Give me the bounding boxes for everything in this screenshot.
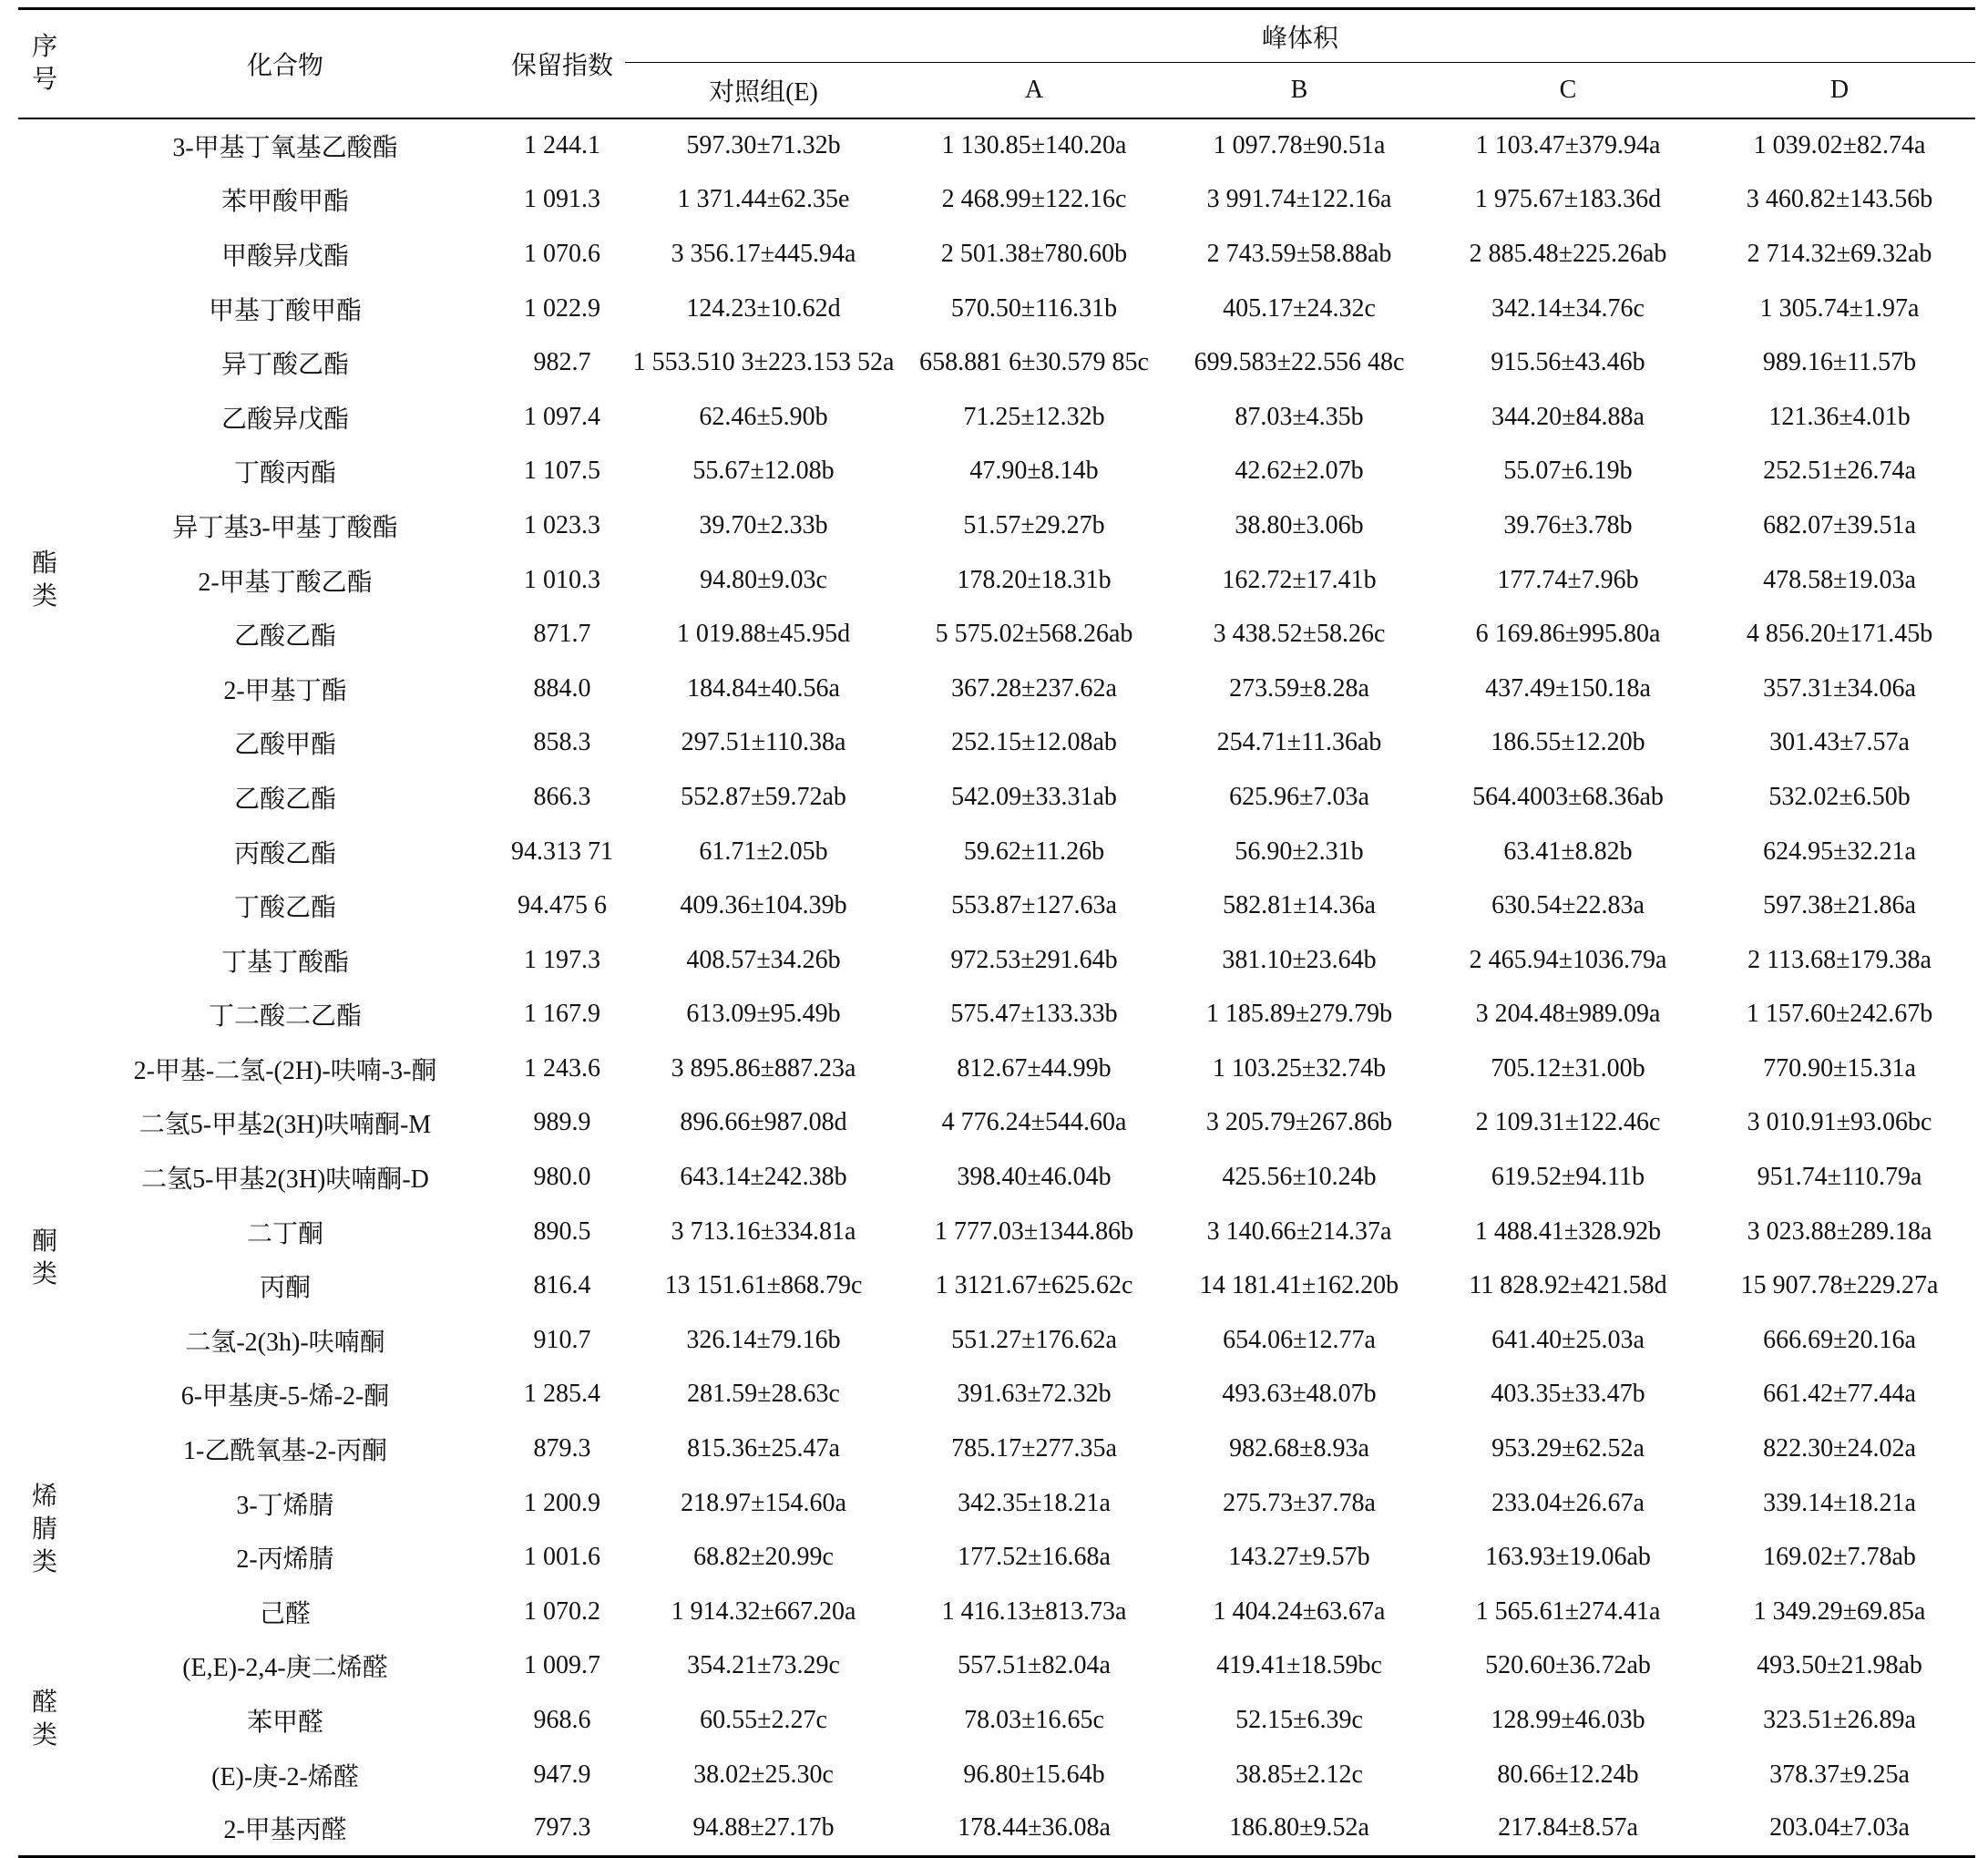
retention-index: 1 197.3: [524, 945, 600, 974]
compound-name: 乙酸甲酯: [233, 731, 336, 760]
value-group-e: 815.36±25.47a: [687, 1434, 840, 1463]
retention-index: 1 070.6: [524, 239, 600, 268]
value-group-a: 398.40±46.04b: [957, 1163, 1112, 1192]
value-group-b: 654.06±12.77a: [1223, 1325, 1376, 1354]
retention-index: 94.475 6: [517, 891, 607, 920]
value-group-d: 597.38±21.86a: [1763, 891, 1916, 920]
value-group-b: 493.63±48.07b: [1222, 1380, 1377, 1409]
compound-name: 甲基丁酸甲酯: [208, 296, 362, 325]
value-group-e: 3 356.17±445.94a: [671, 239, 856, 268]
table-row: [18, 173, 1975, 228]
table-row: [18, 390, 1975, 445]
table-row: [18, 716, 1975, 771]
table-row: [18, 445, 1975, 499]
table-row: [18, 825, 1975, 879]
category-label: 醛类: [31, 1689, 57, 1750]
value-group-d: 4 856.20±171.45b: [1746, 620, 1933, 649]
retention-index: 890.5: [533, 1216, 591, 1246]
value-group-a: 177.52±16.68a: [958, 1543, 1111, 1572]
header-group-d: D: [1829, 76, 1850, 104]
compound-name: 二丁酮: [246, 1219, 323, 1248]
value-group-a: 1 3121.67±625.62c: [935, 1271, 1133, 1300]
header-retention: 保留指数: [510, 52, 613, 80]
retention-index: 1 244.1: [524, 131, 600, 160]
value-group-b: 275.73±37.78a: [1223, 1488, 1376, 1517]
retention-index: 982.7: [533, 348, 591, 377]
table-row: [18, 227, 1975, 282]
value-group-d: 822.30±24.02a: [1763, 1434, 1916, 1463]
compound-name: 甲酸异戊酯: [220, 241, 349, 271]
value-group-e: 3 895.86±887.23a: [671, 1053, 856, 1083]
value-group-e: 326.14±79.16b: [686, 1325, 841, 1354]
value-group-d: 951.74±110.79a: [1757, 1163, 1922, 1192]
compound-name: 丁酸乙酯: [233, 894, 336, 923]
table-row: [18, 1150, 1975, 1205]
retention-index: 871.7: [533, 620, 591, 649]
compound-name: 己醛: [259, 1599, 311, 1628]
value-group-a: 51.57±29.27b: [963, 510, 1105, 539]
value-group-e: 1 371.44±62.35e: [677, 185, 850, 214]
value-group-e: 1 553.510 3±223.153 52a: [632, 348, 895, 377]
value-group-c: 344.20±84.88a: [1491, 402, 1645, 431]
table-row: [18, 498, 1975, 553]
table-row: [18, 1585, 1975, 1639]
value-group-b: 419.41±18.59bc: [1216, 1651, 1382, 1680]
value-group-a: 812.67±44.99b: [957, 1053, 1112, 1083]
table-row: [18, 1258, 1975, 1313]
data-table-container: [18, 7, 1975, 1858]
value-group-b: 273.59±8.28a: [1229, 673, 1369, 703]
compound-name: 1-乙酰氧基-2-丙酮: [183, 1437, 387, 1466]
value-group-a: 2 501.38±780.60b: [940, 239, 1128, 268]
value-group-e: 896.66±987.08d: [680, 1108, 847, 1137]
value-group-a: 78.03±16.65c: [964, 1706, 1104, 1735]
value-group-d: 2 113.68±179.38a: [1747, 945, 1932, 974]
value-group-d: 378.37±9.25a: [1769, 1760, 1910, 1789]
compound-name: (E)-庚-2-烯醛: [211, 1762, 359, 1791]
value-group-a: 391.63±72.32b: [957, 1380, 1112, 1409]
header-group-b: B: [1290, 76, 1308, 104]
value-group-b: 52.15±6.39c: [1235, 1706, 1363, 1735]
retention-index: 1 107.5: [524, 457, 600, 486]
value-group-c: 641.40±25.03a: [1491, 1325, 1645, 1354]
compound-name: 丁基丁酸酯: [220, 948, 349, 977]
value-group-b: 1 404.24±63.67a: [1213, 1596, 1386, 1626]
value-group-b: 1 185.89±279.79b: [1205, 1000, 1393, 1029]
compound-name: 2-甲基丁酯: [223, 676, 347, 705]
compound-name: 苯甲酸甲酯: [220, 188, 349, 217]
value-group-b: 3 991.74±122.16a: [1206, 185, 1392, 214]
compound-name: 2-甲基丙醛: [223, 1816, 347, 1845]
retention-index: 989.9: [533, 1108, 591, 1137]
compound-name: 6-甲基庚-5-烯-2-酮: [180, 1382, 390, 1411]
value-group-d: 478.58±19.03a: [1763, 565, 1916, 594]
value-group-c: 63.41±8.82b: [1503, 837, 1633, 866]
compound-name: 丁酸丙酯: [233, 459, 336, 488]
value-group-c: 520.60±36.72ab: [1485, 1651, 1651, 1680]
value-group-c: 55.07±6.19b: [1503, 457, 1633, 486]
table-row: [18, 1096, 1975, 1151]
table-row: [18, 878, 1975, 933]
compound-name: 异丁基3-甲基丁酸酯: [172, 513, 398, 542]
table-row: [18, 1748, 1975, 1802]
value-group-c: 705.12±31.00b: [1491, 1053, 1645, 1083]
value-group-b: 381.10±23.64b: [1222, 945, 1377, 974]
value-group-a: 575.47±133.33b: [950, 1000, 1118, 1029]
value-group-d: 3 460.82±143.56b: [1746, 185, 1933, 214]
value-group-d: 770.90±15.31a: [1763, 1053, 1916, 1083]
retention-index: 866.3: [533, 782, 591, 811]
value-group-a: 2 468.99±122.16c: [941, 185, 1127, 214]
category-label: 酯类: [31, 549, 57, 611]
value-group-a: 1 777.03±1344.86b: [934, 1216, 1134, 1246]
value-group-b: 405.17±24.32c: [1223, 293, 1376, 323]
table-row: [18, 1205, 1975, 1259]
value-group-d: 682.07±39.51a: [1763, 510, 1916, 539]
value-group-a: 1 416.13±813.73a: [941, 1596, 1127, 1626]
value-group-b: 3 140.66±214.37a: [1206, 1216, 1392, 1246]
value-group-a: 658.881 6±30.579 85c: [919, 348, 1149, 377]
table-header: [18, 9, 1975, 119]
retention-index: 1 167.9: [524, 1000, 600, 1029]
compound-name: 二氢-2(3h)-呋喃酮: [185, 1328, 385, 1357]
value-group-e: 68.82±20.99c: [693, 1543, 834, 1572]
compound-name: 异丁酸乙酯: [220, 351, 349, 380]
value-group-e: 1 914.32±667.20a: [671, 1596, 856, 1626]
category-label: 烯腈类: [31, 1483, 57, 1577]
value-group-d: 532.02±6.50b: [1768, 782, 1911, 811]
header-divider: [625, 62, 1975, 63]
value-group-d: 15 907.78±229.27a: [1740, 1271, 1939, 1300]
retention-index: 980.0: [533, 1163, 591, 1192]
table-row: [18, 282, 1975, 336]
value-group-c: 6 169.86±995.80a: [1475, 620, 1661, 649]
value-group-d: 252.51±26.74a: [1763, 457, 1916, 486]
value-group-c: 1 103.47±379.94a: [1475, 131, 1661, 160]
value-group-d: 624.95±32.21a: [1763, 837, 1916, 866]
compound-name: 3-甲基丁氧基乙酸酯: [172, 134, 398, 163]
compound-table: [18, 7, 1975, 1858]
table-row: [18, 770, 1975, 825]
value-group-d: 1 305.74±1.97a: [1759, 293, 1920, 323]
value-group-b: 143.27±9.57b: [1228, 1543, 1370, 1572]
table-row: [18, 1530, 1975, 1585]
value-group-e: 62.46±5.90b: [699, 402, 828, 431]
value-group-d: 493.50±21.98ab: [1757, 1651, 1922, 1680]
header-compound: 化合物: [246, 52, 323, 80]
table-row: [18, 607, 1975, 662]
retention-index: 1 091.3: [524, 185, 600, 214]
retention-index: 879.3: [533, 1434, 591, 1463]
value-group-b: 38.80±3.06b: [1235, 510, 1364, 539]
value-group-d: 357.31±34.06a: [1763, 673, 1916, 703]
table-row: [18, 335, 1975, 390]
value-group-c: 2 109.31±122.46c: [1475, 1108, 1661, 1137]
retention-index: 947.9: [533, 1760, 591, 1789]
compound-name: 2-甲基-二氢-(2H)-呋喃-3-酮: [133, 1056, 437, 1085]
retention-index: 910.7: [533, 1325, 591, 1354]
retention-index: 1 200.9: [524, 1488, 600, 1517]
value-group-d: 3 010.91±93.06bc: [1747, 1108, 1932, 1137]
value-group-e: 297.51±110.38a: [681, 728, 846, 757]
retention-index: 1 023.3: [524, 510, 600, 539]
value-group-c: 39.76±3.78b: [1503, 510, 1633, 539]
value-group-c: 233.04±26.67a: [1491, 1488, 1645, 1517]
table-row: [18, 662, 1975, 716]
value-group-c: 619.52±94.11b: [1491, 1163, 1645, 1192]
compound-name: 乙酸乙酯: [233, 785, 336, 814]
retention-index: 1 010.3: [524, 565, 600, 594]
value-group-d: 3 023.88±289.18a: [1747, 1216, 1932, 1246]
value-group-c: 3 204.48±989.09a: [1475, 1000, 1661, 1029]
compound-name: (E,E)-2,4-庚二烯醛: [182, 1654, 388, 1683]
value-group-e: 184.84±40.56a: [687, 673, 840, 703]
value-group-d: 1 349.29±69.85a: [1753, 1596, 1926, 1626]
value-group-c: 437.49±150.18a: [1485, 673, 1651, 703]
value-group-b: 425.56±10.24b: [1222, 1163, 1377, 1192]
compound-name: 二氢5-甲基2(3H)呋喃酮-D: [141, 1165, 429, 1195]
value-group-e: 61.71±2.05b: [699, 837, 828, 866]
value-group-a: 1 130.85±140.20a: [941, 131, 1127, 160]
value-group-e: 1 019.88±45.95d: [676, 620, 851, 649]
value-group-b: 699.583±22.556 48c: [1194, 348, 1405, 377]
retention-index: 1 001.6: [524, 1543, 600, 1572]
value-group-c: 186.55±12.20b: [1491, 728, 1645, 757]
compound-name: 2-丙烯腈: [236, 1545, 334, 1575]
value-group-b: 3 438.52±58.26c: [1213, 620, 1386, 649]
value-group-c: 217.84±8.57a: [1498, 1813, 1638, 1843]
table-row: [18, 1802, 1975, 1856]
value-group-e: 643.14±242.38b: [680, 1163, 847, 1192]
header-seq-label: 序号: [31, 33, 57, 94]
value-group-e: 55.67±12.08b: [692, 457, 835, 486]
value-group-d: 1 039.02±82.74a: [1753, 131, 1926, 160]
value-group-b: 56.90±2.31b: [1235, 837, 1364, 866]
value-group-c: 80.66±12.24b: [1497, 1760, 1639, 1789]
value-group-a: 71.25±12.32b: [963, 402, 1105, 431]
value-group-b: 162.72±17.41b: [1222, 565, 1377, 594]
retention-index: 797.3: [533, 1813, 591, 1843]
header-group-a: A: [1024, 76, 1044, 104]
value-group-b: 982.68±8.93a: [1229, 1434, 1369, 1463]
category-cell: [18, 1042, 71, 1476]
value-group-b: 254.71±11.36ab: [1216, 728, 1382, 757]
retention-index: 858.3: [533, 728, 591, 757]
value-group-e: 613.09±95.49b: [686, 1000, 841, 1029]
value-group-b: 1 097.78±90.51a: [1213, 131, 1386, 160]
value-group-e: 281.59±28.63c: [687, 1380, 840, 1409]
table-row: [18, 1476, 1975, 1531]
value-group-a: 178.20±18.31b: [957, 565, 1112, 594]
value-group-e: 3 713.16±334.81a: [671, 1216, 856, 1246]
value-group-c: 2 885.48±225.26ab: [1469, 239, 1667, 268]
table-row: [18, 1042, 1975, 1096]
retention-index: 1 009.7: [524, 1651, 600, 1680]
value-group-d: 2 714.32±69.32ab: [1747, 239, 1932, 268]
value-group-a: 542.09±33.31ab: [951, 782, 1117, 811]
value-group-a: 252.15±12.08ab: [951, 728, 1117, 757]
value-group-e: 408.57±34.26b: [686, 945, 841, 974]
header-peak-volume: [625, 9, 1975, 64]
value-group-b: 42.62±2.07b: [1235, 457, 1364, 486]
value-group-c: 2 465.94±1036.79a: [1469, 945, 1667, 974]
value-group-d: 301.43±7.57a: [1769, 728, 1910, 757]
value-group-c: 1 488.41±328.92b: [1474, 1216, 1662, 1246]
value-group-c: 1 975.67±183.36d: [1474, 185, 1662, 214]
value-group-c: 11 828.92±421.58d: [1469, 1271, 1667, 1300]
value-group-e: 94.88±27.17b: [692, 1813, 835, 1843]
retention-index: 1 285.4: [524, 1380, 600, 1409]
header-seq: [18, 9, 71, 119]
compound-name: 苯甲醛: [246, 1709, 323, 1738]
table-row: [18, 1368, 1975, 1422]
value-group-d: 121.36±4.01b: [1768, 402, 1911, 431]
value-group-b: 2 743.59±58.88ab: [1206, 239, 1392, 268]
value-group-e: 39.70±2.33b: [699, 510, 828, 539]
value-group-b: 38.85±2.12c: [1235, 1760, 1363, 1789]
compound-name: 乙酸乙酯: [233, 622, 336, 652]
value-group-d: 1 157.60±242.67b: [1746, 1000, 1933, 1029]
table-row: [18, 118, 1975, 173]
header-peak-volume-label: 峰体积: [1262, 25, 1339, 53]
value-group-e: 124.23±10.62d: [686, 293, 841, 323]
value-group-c: 403.35±33.47b: [1491, 1380, 1645, 1409]
retention-index: 1 243.6: [524, 1053, 600, 1083]
value-group-b: 582.81±14.36a: [1223, 891, 1376, 920]
value-group-e: 409.36±104.39b: [680, 891, 847, 920]
value-group-e: 597.30±71.32b: [686, 131, 841, 160]
value-group-b: 1 103.25±32.74b: [1212, 1053, 1387, 1083]
retention-index: 968.6: [533, 1706, 591, 1735]
compound-name: 丙酸乙酯: [233, 839, 336, 868]
value-group-d: 323.51±26.89a: [1763, 1706, 1916, 1735]
table-body: [18, 118, 1975, 1856]
value-group-e: 94.80±9.03c: [700, 565, 827, 594]
value-group-a: 342.35±18.21a: [958, 1488, 1111, 1517]
category-label: 酮类: [31, 1227, 57, 1289]
value-group-b: 3 205.79±267.86b: [1205, 1108, 1393, 1137]
compound-name: 丙酮: [259, 1274, 311, 1303]
value-group-a: 553.87±127.63a: [951, 891, 1117, 920]
table-row: [18, 933, 1975, 988]
value-group-e: 218.97±154.60a: [681, 1488, 846, 1517]
value-group-c: 128.99±46.03b: [1491, 1706, 1645, 1735]
compound-name: 乙酸异戊酯: [220, 405, 349, 434]
table-row: [18, 553, 1975, 608]
value-group-a: 972.53±291.64b: [950, 945, 1118, 974]
value-group-e: 60.55±2.27c: [700, 1706, 827, 1735]
value-group-c: 564.4003±68.36ab: [1472, 782, 1664, 811]
value-group-b: 87.03±4.35b: [1235, 402, 1364, 431]
value-group-c: 1 565.61±274.41a: [1475, 1596, 1661, 1626]
value-group-d: 666.69±20.16a: [1763, 1325, 1916, 1354]
retention-index: 1 022.9: [524, 293, 600, 323]
value-group-d: 661.42±77.44a: [1763, 1380, 1916, 1409]
retention-index: 1 070.2: [524, 1596, 600, 1626]
value-group-a: 178.44±36.08a: [958, 1813, 1111, 1843]
retention-index: 94.313 71: [511, 837, 613, 866]
value-group-c: 630.54±22.83a: [1491, 891, 1645, 920]
value-group-d: 989.16±11.57b: [1762, 348, 1917, 377]
category-cell: [18, 1585, 71, 1856]
value-group-a: 570.50±116.31b: [950, 293, 1118, 323]
value-group-a: 785.17±277.35a: [951, 1434, 1117, 1463]
value-group-c: 177.74±7.96b: [1497, 565, 1639, 594]
value-group-c: 915.56±43.46b: [1491, 348, 1645, 377]
header-group-c: C: [1559, 76, 1577, 104]
value-group-a: 96.80±15.64b: [963, 1760, 1105, 1789]
table-row: [18, 1422, 1975, 1476]
value-group-d: 339.14±18.21a: [1763, 1488, 1916, 1517]
retention-index: 816.4: [533, 1271, 591, 1300]
value-group-b: 186.80±9.52a: [1229, 1813, 1369, 1843]
value-group-b: 14 181.41±162.20b: [1199, 1271, 1399, 1300]
table-row: [18, 1693, 1975, 1748]
table-row: [18, 1639, 1975, 1694]
value-group-a: 557.51±82.04a: [958, 1651, 1111, 1680]
value-group-b: 625.96±7.03a: [1229, 782, 1369, 811]
compound-name: 3-丁烯腈: [236, 1491, 334, 1520]
value-group-a: 551.27±176.62a: [951, 1325, 1117, 1354]
category-cell: [18, 1476, 71, 1585]
compound-name: 二氢5-甲基2(3H)呋喃酮-M: [138, 1111, 432, 1140]
value-group-e: 552.87±59.72ab: [681, 782, 846, 811]
value-group-a: 4 776.24±544.60a: [941, 1108, 1127, 1137]
header-group-e: 对照组(E): [709, 78, 818, 107]
value-group-e: 13 151.61±868.79c: [664, 1271, 863, 1300]
compound-name: 丁二酸二乙酯: [208, 1002, 362, 1032]
value-group-e: 38.02±25.30c: [693, 1760, 834, 1789]
retention-index: 1 097.4: [524, 402, 600, 431]
table-row: [18, 988, 1975, 1042]
value-group-d: 203.04±7.03a: [1769, 1813, 1910, 1843]
value-group-a: 367.28±237.62a: [951, 673, 1117, 703]
value-group-a: 47.90±8.14b: [969, 457, 1099, 486]
retention-index: 884.0: [533, 673, 591, 703]
compound-name: 2-甲基丁酸乙酯: [198, 568, 373, 597]
value-group-c: 342.14±34.76c: [1491, 293, 1645, 323]
table-row: [18, 1313, 1975, 1368]
category-cell: [18, 118, 71, 1042]
value-group-a: 5 575.02±568.26ab: [935, 620, 1133, 649]
value-group-c: 953.29±62.52a: [1491, 1434, 1645, 1463]
value-group-d: 169.02±7.78ab: [1763, 1543, 1916, 1572]
value-group-e: 354.21±73.29c: [687, 1651, 840, 1680]
value-group-c: 163.93±19.06ab: [1485, 1543, 1651, 1572]
value-group-a: 59.62±11.26b: [963, 837, 1105, 866]
